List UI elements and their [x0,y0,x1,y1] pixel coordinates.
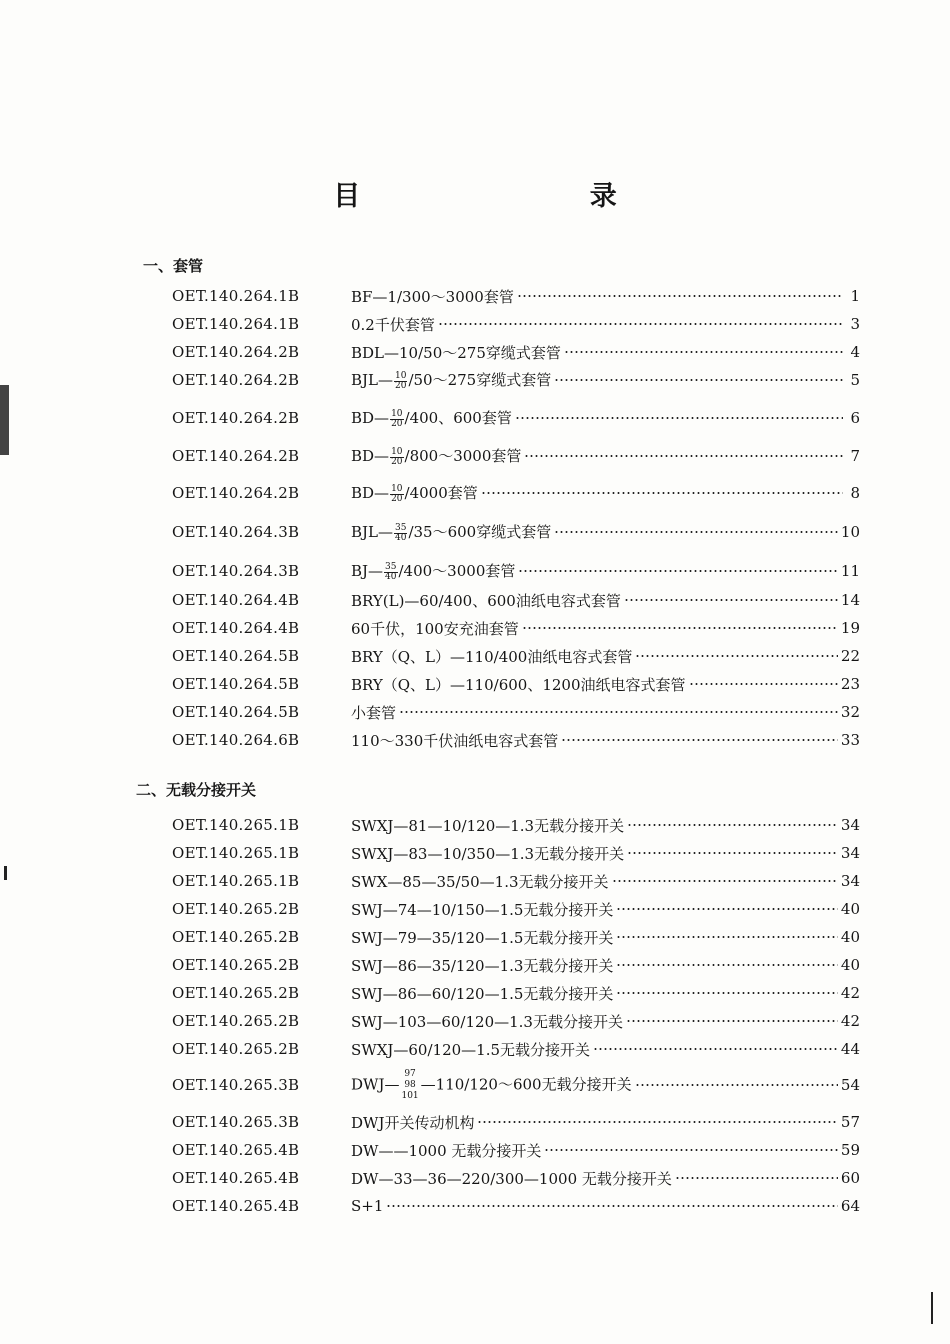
entry-title [351,843,624,864]
entry-code: OET.140.264.1B [172,315,300,333]
entry-code: OET.140.265.4B [172,1141,300,1159]
entry-page-number: 44 [840,1040,860,1058]
entry-page-number: 34 [840,872,860,890]
entry-title-text: BD— [351,409,390,428]
entry-code: OET.140.265.1B [172,816,300,834]
entry-code: OET.140.264.2B [172,447,300,465]
entry-page-number: 40 [840,900,860,918]
dot-leader [635,1084,838,1086]
toc-entry [172,1038,860,1060]
entry-title-text: BRY（Q、L）—110/600、1200油纸电容式套管 [351,675,686,694]
dot-leader [627,824,838,826]
entry-title-suffix: /35～600穿缆式套管 [408,523,552,542]
entry-title-text: DW—33—36—220/300—1000 无载分接开关 [351,1169,672,1188]
entry-title-suffix: /800～3000套管 [404,447,522,466]
dot-leader [616,936,837,938]
entry-code: OET.140.265.3B [172,1113,300,1131]
entry-code: OET.140.264.2B [172,484,300,502]
dot-leader [635,655,838,657]
entry-code: OET.140.264.5B [172,647,300,665]
fraction-denominator: 20 [391,493,403,504]
fraction [390,410,403,429]
fraction [384,563,397,582]
entry-title-suffix: /400～3000套管 [398,562,516,581]
dot-leader [624,599,838,601]
dot-leader [561,739,838,741]
toc-entry [172,1068,860,1101]
entry-code: OET.140.265.2B [172,956,300,974]
entry-page-number: 40 [840,928,860,946]
toc-entry [172,1010,860,1032]
toc-entry [172,982,860,1004]
entry-title [351,1069,632,1102]
toc-entry [172,645,860,667]
entry-title [351,1011,623,1032]
fraction-denominator: 20 [391,418,403,429]
dot-leader [515,417,843,419]
entry-title-text: BRY（Q、L）—110/400油纸电容式套管 [351,647,633,666]
entry-code: OET.140.264.6B [172,731,300,749]
entry-title-text: BDL—10/50～275穿缆式套管 [351,343,561,362]
stacked-number: 98 [404,1079,416,1090]
dot-leader [386,1205,838,1207]
entry-title [351,871,609,892]
entry-title [351,286,514,307]
entry-code: OET.140.264.5B [172,703,300,721]
dot-leader [522,627,838,629]
entry-page-number: 8 [850,484,860,502]
entry-code: OET.140.264.2B [172,409,300,427]
entry-title-text: BRY(L)—60/400、600油纸电容式套管 [351,591,621,610]
entry-code: OET.140.265.2B [172,1012,300,1030]
toc-entry [172,701,860,723]
dot-leader [524,455,843,457]
toc-entry [172,814,860,836]
dot-leader [517,295,843,297]
entry-code: OET.140.265.2B [172,1040,300,1058]
entry-title [351,730,558,751]
entry-page-number: 4 [850,343,860,361]
entry-title-text: SWJ—103—60/120—1.3无载分接开关 [351,1012,623,1031]
entry-code: OET.140.265.1B [172,844,300,862]
entry-code: OET.140.264.3B [172,523,300,541]
dot-leader [616,908,837,910]
entry-code: OET.140.265.2B [172,984,300,1002]
entry-title-text: 0.2千伏套管 [351,315,435,334]
section-heading-bushings: 一、套管 [143,257,204,275]
toc-entry [172,926,860,948]
entry-title-text: 小套管 [351,703,397,722]
entry-title [351,369,551,391]
entry-page-number: 60 [840,1169,860,1187]
stacked-numbers [401,1069,418,1102]
fraction-denominator: 40 [385,571,397,582]
dot-leader [544,1149,838,1151]
entry-page-number: 23 [840,675,860,693]
entry-code: OET.140.264.3B [172,562,300,580]
dot-leader [477,1121,837,1123]
fraction-numerator: 10 [391,408,403,419]
entry-page-number: 6 [850,409,860,427]
entry-title-text: SWJ—79—35/120—1.5无载分接开关 [351,928,614,947]
entry-title [351,521,551,543]
entry-code: OET.140.264.4B [172,619,300,637]
fraction-numerator: 10 [391,446,403,457]
entry-page-number: 42 [840,984,860,1002]
entry-title-text: S+1 [351,1197,384,1215]
entry-page-number: 42 [840,1012,860,1030]
entry-title-text: SWXJ—83—10/350—1.3无载分接开关 [351,844,625,863]
toc-entry [172,842,860,864]
entry-title-text: BJL— [351,523,393,542]
dot-leader [399,711,838,713]
entry-page-number: 10 [840,523,860,541]
entry-title [351,590,621,611]
entry-code: OET.140.265.4B [172,1169,300,1187]
toc-entry [172,954,860,976]
binding-mark [4,866,7,880]
entry-title-text: SWJ—74—10/150—1.5无载分接开关 [351,900,614,919]
entry-title-suffix: /4000套管 [404,484,478,503]
entry-title [351,1039,590,1060]
entry-title-suffix: /50～275穿缆式套管 [408,371,552,390]
dot-leader [481,492,843,494]
entry-page-number: 34 [840,844,860,862]
stacked-number: 97 [404,1068,416,1079]
fraction-numerator: 10 [395,370,407,381]
entry-title-suffix: —110/120～600无载分接开关 [420,1075,632,1093]
entry-page-number: 34 [840,816,860,834]
dot-leader [612,880,838,882]
fraction-denominator: 40 [395,532,407,543]
entry-title [351,1140,541,1161]
entry-title [351,1197,383,1215]
entry-title-text: SWXJ—60/120—1.5无载分接开关 [351,1040,591,1059]
entry-title [351,815,624,836]
fraction-numerator: 35 [385,561,397,572]
entry-title-text: BJL— [351,371,393,390]
dot-leader [627,852,838,854]
entry-title-text: DW— [351,1141,394,1160]
entry-page-number: 59 [840,1141,860,1159]
entry-code: OET.140.264.4B [172,591,300,609]
fraction-numerator: 35 [395,522,407,533]
entry-page-number: 54 [840,1076,860,1094]
fraction [394,372,407,391]
entry-title-text: SWJ—86—60/120—1.5无载分接开关 [351,984,614,1003]
dot-leader [616,964,837,966]
entry-title-text: BJ— [351,562,384,581]
entry-page-number: 57 [840,1113,860,1131]
entry-code: OET.140.265.2B [172,900,300,918]
entry-title [351,1168,672,1189]
entry-title [351,674,686,695]
toc-entry [172,1195,860,1217]
fraction [394,524,407,543]
entry-page-number: 1 [850,287,860,305]
entry-page-number: 40 [840,956,860,974]
dot-leader [689,683,838,685]
entry-title-text: SWXJ—81—10/120—1.3无载分接开关 [351,816,625,835]
entry-title [351,560,515,582]
entry-title-text: 60千伏，100安充油套管 [351,619,519,638]
fraction [390,485,403,504]
entry-title-text: BF—1/300～3000套管 [351,287,514,306]
toc-entry [172,1139,860,1161]
toc-entry [172,313,860,335]
entry-title [351,1112,474,1133]
entry-code: OET.140.265.2B [172,928,300,946]
entry-page-number: 3 [850,315,860,333]
entry-code: OET.140.264.5B [172,675,300,693]
entry-title-text: BD— [351,447,390,466]
entry-title-text: DWJ开关传动机构 [351,1113,475,1132]
toc-entry [172,870,860,892]
fraction-denominator: 20 [395,380,407,391]
entry-title [351,445,521,467]
fraction-numerator: 10 [391,483,403,494]
entry-page-number: 5 [850,371,860,389]
toc-entry [172,729,860,751]
entry-page-number: 22 [840,647,860,665]
toc-entry [172,407,860,429]
entry-title [351,646,632,667]
binding-mark [0,385,9,455]
toc-entry [172,1167,860,1189]
entry-code: OET.140.265.3B [172,1076,300,1094]
toc-entry [172,341,860,363]
entry-title-text: DWJ— [351,1075,400,1093]
entry-code: OET.140.264.1B [172,287,300,305]
entry-code: OET.140.265.1B [172,872,300,890]
entry-title [351,955,613,976]
entry-page-number: 19 [840,619,860,637]
toc-entry [172,285,860,307]
entry-title-suffix: —1000 无载分接开关 [393,1141,542,1160]
entry-title [351,702,396,723]
dot-leader [438,323,843,325]
dot-leader [675,1177,838,1179]
entry-title [351,618,519,639]
dot-leader [554,379,843,381]
toc-entry [172,617,860,639]
toc-entry [172,898,860,920]
entry-title-text: BD— [351,484,390,503]
toc-entry [172,445,860,467]
toc-entry [172,673,860,695]
toc-entry [172,589,860,611]
entry-title [351,407,512,429]
dot-leader [626,1020,838,1022]
toc-entry [172,1111,860,1133]
entry-page-number: 32 [840,703,860,721]
dot-leader [616,992,837,994]
entry-title [351,342,561,363]
entry-title [351,983,613,1004]
stacked-number: 101 [401,1090,419,1101]
toc-entry [172,482,860,504]
section-heading-tap-changers: 二、无载分接开关 [136,781,257,799]
dot-leader [554,531,838,533]
toc-entry [172,560,860,582]
entry-title [351,899,613,920]
entry-code: OET.140.265.4B [172,1197,300,1215]
entry-title-text: 110～330千伏油纸电容式套管 [351,731,559,750]
entry-page-number: 11 [840,562,860,580]
entry-title-text: SWJ—86—35/120—1.3无载分接开关 [351,956,614,975]
entry-title-text: SWX—85—35/50—1.3无载分接开关 [351,872,609,891]
entry-title [351,927,613,948]
dot-leader [564,351,843,353]
fraction [390,448,403,467]
scan-mark [931,1292,933,1324]
entry-title [351,314,435,335]
entry-page-number: 7 [850,447,860,465]
entry-title [351,482,478,504]
dot-leader [593,1048,838,1050]
entry-page-number: 33 [840,731,860,749]
entry-code: OET.140.264.2B [172,371,300,389]
page-title: 目 录 [333,181,727,212]
toc-entry [172,369,860,391]
fraction-denominator: 20 [391,456,403,467]
entry-code: OET.140.264.2B [172,343,300,361]
toc-entry [172,521,860,543]
entry-page-number: 64 [840,1197,860,1215]
entry-title-suffix: /400、600套管 [404,409,512,428]
dot-leader [518,570,838,572]
entry-page-number: 14 [840,591,860,609]
